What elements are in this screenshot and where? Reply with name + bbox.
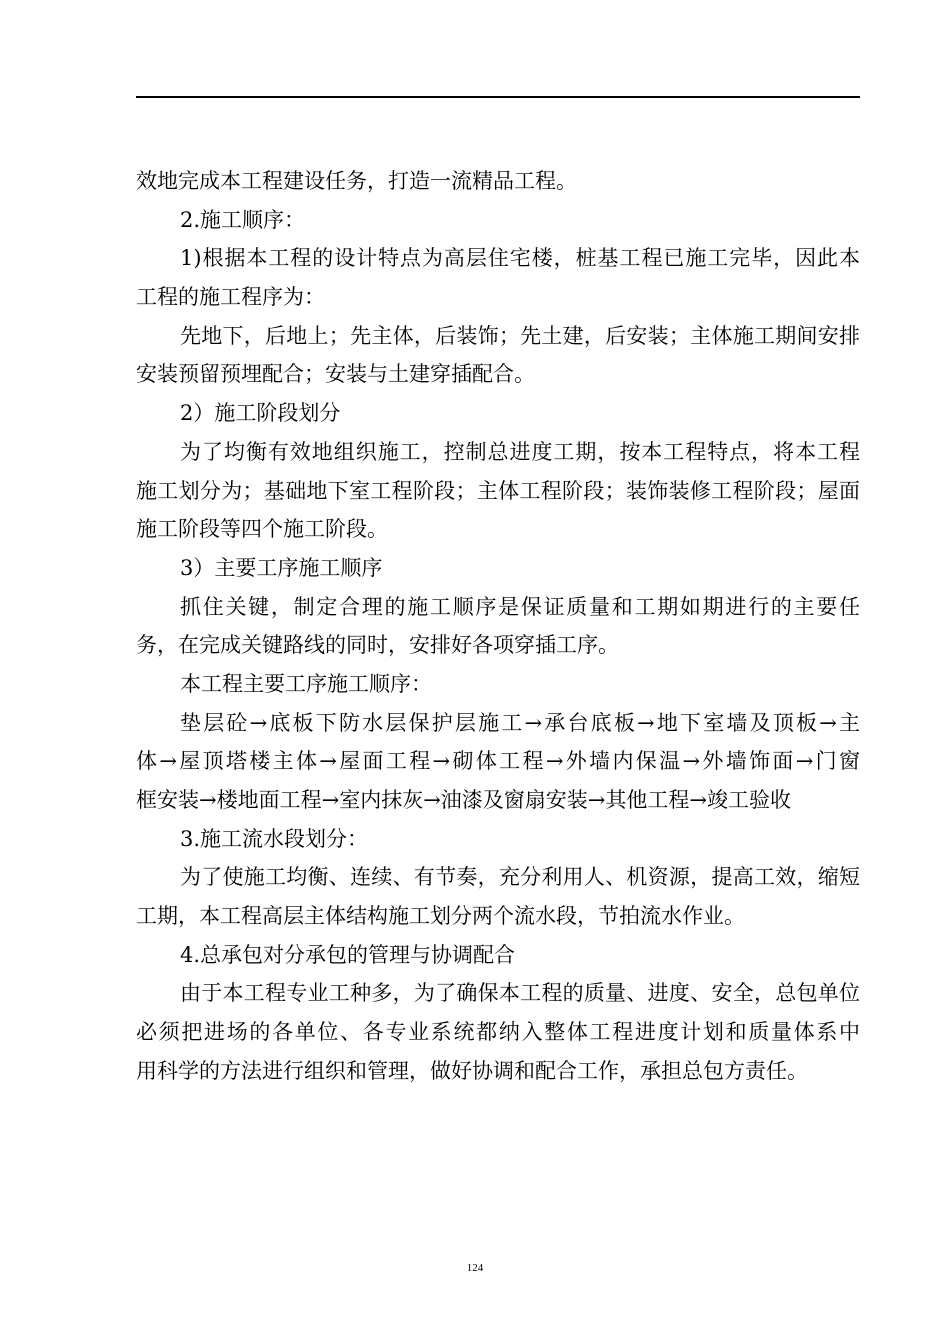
text-line: 为了均衡有效地组织施工，控制总进度工期，按本工程特点，将本工程 [180,439,860,464]
text-line: 工期，本工程高层主体结构施工划分两个流水段，节拍流水作业。 [136,904,745,929]
sequence-line: 框安装→楼地面工程→室内抹灰→油漆及窗扇安装→其他工程→竣工验收 [136,788,791,812]
text-line: 本工程主要工序施工顺序： [180,671,432,696]
text-line: 施工阶段等四个施工阶段。 [136,517,388,542]
section-heading: 2.施工顺序： [180,207,306,232]
sequence-line: 垫层砼→底板下防水层保护层施工→承台底板→地下室墙及顶板→主 [180,710,860,735]
subsection-heading: 2）施工阶段划分 [180,401,341,426]
text-line: 抓住关键，制定合理的施工顺序是保证质量和工期如期进行的主要任 [180,594,860,619]
text-line: 用科学的方法进行组织和管理，做好协调和配合工作，承担总包方责任。 [136,1058,808,1083]
sequence-line: 体→屋顶塔楼主体→屋面工程→砌体工程→外墙内保温→外墙饰面→门窗 [136,749,860,774]
text-line: 安装预留预埋配合；安装与土建穿插配合。 [136,362,535,387]
text-line: 务，在完成关键路线的同时，安排好各项穿插工序。 [136,633,619,658]
text-line: 由于本工程专业工种多，为了确保本工程的质量、进度、安全，总包单位 [180,981,860,1006]
page-number: 124 [466,1262,484,1274]
text-line: 施工划分为；基础地下室工程阶段；主体工程阶段；装饰装修工程阶段；屋面 [136,478,860,503]
section-heading: 3.施工流水段划分： [180,826,369,851]
subsection-heading: 3）主要工序施工顺序 [180,555,383,580]
text-line: 工程的施工程序为： [136,285,325,310]
section-heading: 4.总承包对分承包的管理与协调配合 [180,942,516,967]
text-line: 效地完成本工程建设任务，打造一流精品工程。 [136,169,577,193]
text-line: 为了使施工均衡、连续、有节奏，充分利用人、机资源，提高工效，缩短 [180,865,860,890]
header-rule [136,96,860,98]
text-line: 必须把进场的各单位、各专业系统都纳入整体工程进度计划和质量体系中 [136,1020,860,1045]
text-line: 1)根据本工程的设计特点为高层住宅楼，桩基工程已施工完毕，因此本 [180,246,860,271]
text-line: 先地下，后地上；先主体，后装饰；先土建，后安装；主体施工期间安排 [180,323,860,348]
document-body [136,162,860,1091]
